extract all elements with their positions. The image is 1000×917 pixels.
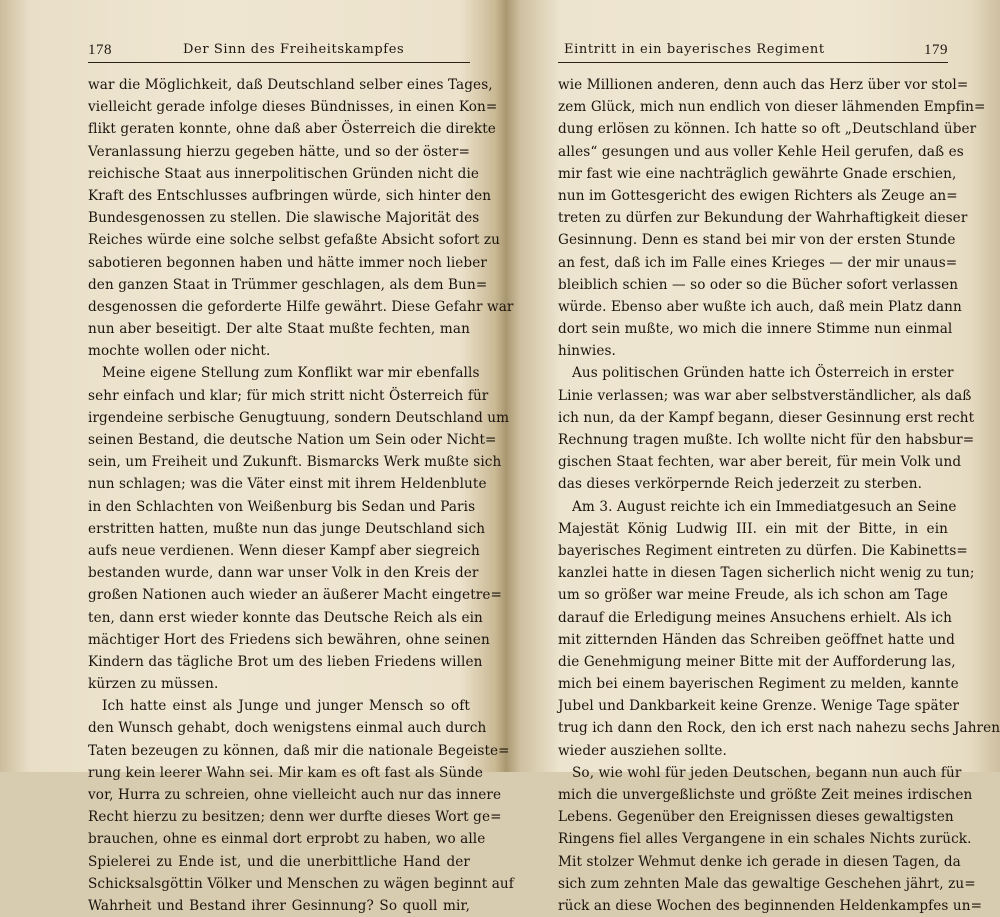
text-line: Jubel und Dankbarkeit keine Grenze. Wenige Tage später bbox=[558, 698, 960, 715]
text-line: desgenossen die geforderte Hilfe gewährt. Diese Gefahr war bbox=[88, 298, 514, 315]
text-line: würde. Ebenso aber wußte ich auch, daß mein Platz dann bbox=[558, 298, 962, 315]
text-line: mochte wollen oder nicht. bbox=[88, 343, 271, 360]
text-line: sehr einfach und klar; für mich stritt nicht Österreich für bbox=[88, 387, 489, 404]
text-line: nun im Gottesgericht des ewigen Richters als Zeuge an= bbox=[558, 187, 958, 204]
text-line: Bundesgenossen zu stellen. Die slawische Majorität des bbox=[88, 210, 480, 227]
text-line: aufs neue verdienen. Wenn dieser Kampf aber siegreich bbox=[88, 542, 480, 559]
text-line: sabotieren begonnen haben und hätte immer noch lieber bbox=[88, 254, 487, 271]
text-line: seinen Bestand, die deutsche Nation um Sein oder Nicht= bbox=[88, 432, 497, 448]
text-line: So, wie wohl für jeden Deutschen, begann nun auch für bbox=[572, 764, 962, 781]
text-line: Taten bezeugen zu können, daß mir die nationale Begeiste= bbox=[88, 742, 510, 759]
text-line: vor, Hurra zu schreien, ohne vielleicht auch nur das innere bbox=[88, 787, 502, 803]
text-line: dung erlösen zu können. Ich hatte so oft „Deutschland über bbox=[558, 121, 977, 138]
text-line: zem Glück, mich nun endlich von dieser lähmenden Empfin= bbox=[558, 99, 986, 116]
text-line: Spielerei zu Ende ist, und die unerbittliche Hand der bbox=[88, 853, 470, 870]
text-line: wieder ausziehen sollte. bbox=[558, 742, 727, 759]
text-line: nun schlagen; was die Väter einst mit ihrem Heldenblute bbox=[88, 476, 487, 493]
text-line: alles“ gesungen und aus voller Kehle Heil gerufen, daß es bbox=[558, 143, 964, 160]
text-line: rung kein leerer Wahn sei. Mir kam es oft fast als Sünde bbox=[88, 764, 484, 781]
text-line: Aus politischen Gründen hatte ich Österreich in erster bbox=[572, 365, 954, 382]
text-line: bleiblich schien — so oder so die Bücher sofort verlassen bbox=[558, 276, 959, 293]
left-page-header bbox=[88, 40, 470, 63]
text-line: sein, um Freiheit und Zukunft. Bismarcks Werk mußte sich bbox=[88, 454, 502, 471]
text-line: den ganzen Staat in Trümmer geschlagen, als dem Bun= bbox=[88, 276, 488, 293]
text-line: dort sein mußte, wo mich die innere Stimme nun einmal bbox=[558, 321, 953, 338]
text-line: Wahrheit und Bestand ihrer Gesinnung? So quoll mir, bbox=[88, 897, 470, 914]
text-line: an fest, daß ich im Falle eines Krieges — der mir unaus= bbox=[558, 254, 958, 271]
text-line: treten zu dürfen zur Bekundung der Wahrhaftigkeit dieser bbox=[558, 210, 968, 227]
text-line: nun aber beseitigt. Der alte Staat mußte fechten, man bbox=[88, 321, 470, 338]
text-line: Am 3. August reichte ich ein Immediatgesuch an Seine bbox=[572, 498, 957, 515]
text-line: bayerisches Regiment eintreten zu dürfen. Die Kabinetts= bbox=[558, 542, 968, 559]
text-line: mich bei einem bayerischen Regiment zu melden, kannte bbox=[558, 676, 959, 693]
left-page-body bbox=[88, 74, 514, 917]
text-line: Linie verlassen; was war aber selbstverständlicher, als daß bbox=[558, 387, 972, 404]
text-line: Majestät König Ludwig III. ein mit der Bitte, in ein bbox=[558, 520, 948, 537]
text-line: sich zum zehnten Male das gewaltige Geschehen jährt, zu= bbox=[558, 875, 976, 892]
text-line: flikt geraten konnte, ohne daß aber Österreich die direkte bbox=[88, 121, 496, 138]
text-line: bestanden wurde, dann war unser Volk in den Kreis der bbox=[88, 565, 479, 582]
text-line: wie Millionen anderen, denn auch das Herz über vor stol= bbox=[558, 77, 969, 93]
text-line: darauf die Erledigung meines Ansuchens erhielt. Als ich bbox=[558, 609, 952, 626]
text-line: Kindern das tägliche Brot um des lieben Friedens willen bbox=[88, 653, 483, 670]
text-line: kanzlei hatte in diesen Tagen sicherlich nicht wenig zu tun; bbox=[558, 565, 975, 582]
text-line: mit zitternden Händen das Schreiben geöffnet hatte und bbox=[558, 631, 955, 648]
text-line: rück an diese Wochen des beginnenden Heldenkampfes un= bbox=[558, 897, 983, 914]
text-line: trug ich dann den Rock, den ich erst nach nahezu sechs Jahren bbox=[558, 720, 1000, 737]
text-line: das dieses verkörpernde Reich jederzeit zu sterben. bbox=[558, 476, 923, 493]
text-line: Kraft des Entschlusses aufbringen würde, sich hinter den bbox=[88, 187, 492, 204]
text-line: mich die unvergeßlichste und größte Zeit meines irdischen bbox=[558, 787, 973, 803]
text-line: kürzen zu müssen. bbox=[88, 676, 219, 693]
text-line: Ringens fiel alles Vergangene in ein schales Nichts zurück. bbox=[558, 831, 972, 848]
text-line: Gesinnung. Denn es stand bei mir von der ersten Stunde bbox=[558, 232, 956, 249]
text-line: Meine eigene Stellung zum Konflikt war mir ebenfalls bbox=[102, 365, 480, 382]
text-line: die Genehmigung meiner Bitte mit der Aufforderung las, bbox=[558, 653, 956, 670]
right-page-body bbox=[558, 74, 1000, 917]
text-line: in den Schlachten von Weißenburg bis Sedan und Paris bbox=[88, 498, 476, 515]
text-line: Rechnung tragen mußte. Ich wollte nicht für den habsbur= bbox=[558, 432, 975, 448]
text-line: war die Möglichkeit, daß Deutschland selber eines Tages, bbox=[88, 77, 493, 93]
text-line: brauchen, ohne es einmal dort erprobt zu haben, wo alle bbox=[88, 831, 486, 848]
text-line: gischen Staat fechten, war aber bereit, für mein Volk und bbox=[558, 454, 962, 471]
text-line: Reiches würde eine solche selbst gefaßte Absicht sofort zu bbox=[88, 232, 501, 249]
text-line: Mit stolzer Wehmut denke ich gerade in diesen Tagen, da bbox=[558, 853, 961, 870]
text-line: ten, dann erst wieder konnte das Deutsche Reich als ein bbox=[88, 609, 483, 626]
text-line: irgendeine serbische Genugtuung, sondern Deutschland um bbox=[88, 409, 510, 426]
page-number: 179 bbox=[924, 42, 948, 58]
right-page bbox=[508, 0, 1000, 914]
text-line: Ich hatte einst als Junge und junger Mensch so oft bbox=[102, 698, 470, 715]
running-header: Eintritt in ein bayerisches Regiment bbox=[564, 42, 825, 57]
text-line: großen Nationen auch wieder an äußerer Macht eingetre= bbox=[88, 587, 502, 604]
text-line: Lebens. Gegenüber den Ereignissen dieses gewaltigsten bbox=[558, 809, 954, 826]
text-line: ich nun, da der Kampf begann, dieser Gesinnung erst recht bbox=[558, 409, 975, 426]
right-page-header bbox=[558, 40, 948, 63]
text-line: Veranlassung hierzu gegeben hätte, und so der öster= bbox=[88, 143, 470, 160]
text-line: mir fast wie eine nachträglich gewährte Gnade erschien, bbox=[558, 165, 957, 182]
text-line: um so größer war meine Freude, als ich schon am Tage bbox=[558, 587, 948, 604]
text-line: reichische Staat aus innerpolitischen Gründen nicht die bbox=[88, 165, 480, 182]
text-line: erstritten hatten, mußte nun das junge Deutschland sich bbox=[88, 520, 486, 537]
text-line: den Wunsch gehabt, doch wenigstens einmal auch durch bbox=[88, 720, 487, 737]
running-header: Der Sinn des Freiheitskampfes bbox=[183, 42, 405, 57]
text-line: mächtiger Hort des Friedens sich bewähren, ohne seinen bbox=[88, 631, 490, 648]
text-line: vielleicht gerade infolge dieses Bündnisses, in einen Kon= bbox=[88, 99, 498, 116]
page-number: 178 bbox=[88, 42, 112, 58]
text-line: hinwies. bbox=[558, 343, 616, 360]
text-line: Recht hierzu zu besitzen; denn wer durfte dieses Wort ge= bbox=[88, 809, 502, 826]
text-line: Schicksalsgöttin Völker und Menschen zu wägen beginnt auf bbox=[88, 875, 514, 892]
